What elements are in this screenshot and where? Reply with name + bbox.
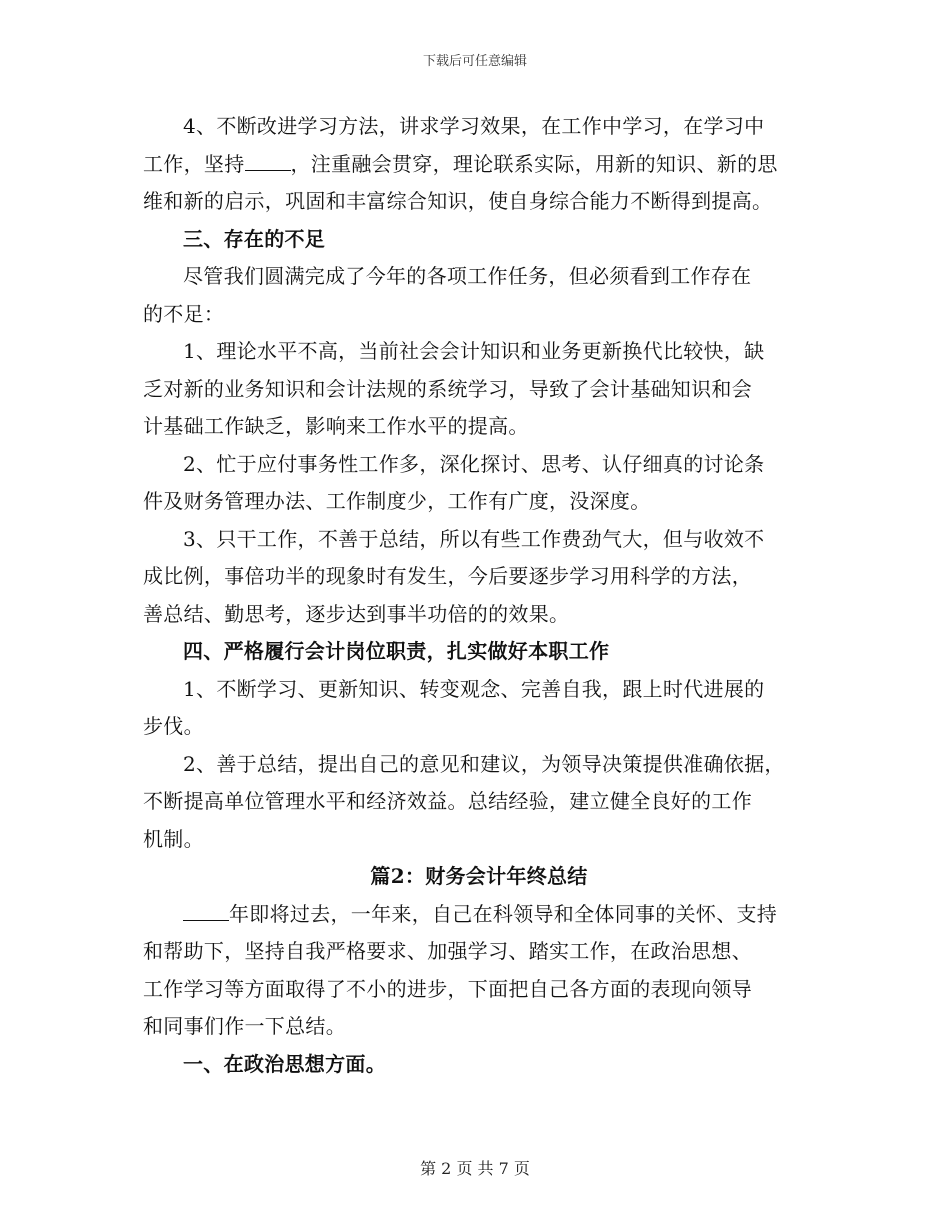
text-line: 步伐。	[143, 714, 204, 738]
text-fragment: 年即将过去，一年来，自己在科领导和全体同事的关怀、支持	[229, 901, 778, 926]
text-line: 2、善于总结，提出自己的意见和建议，为领导决策提供准确依据，	[183, 751, 785, 776]
section-heading-shortcomings: 三、存在的不足	[183, 226, 326, 251]
section-heading-duties: 四、严格履行会计岗位职责，扎实做好本职工作	[183, 639, 610, 663]
text-line: 不断提高单位管理水平和经济效益。总结经验，建立健全良好的工作	[143, 789, 752, 813]
blank-underline	[245, 154, 291, 171]
text-line: 和帮助下，坚持自我严格要求、加强学习、踏实工作，在政治思想、	[143, 939, 752, 963]
text-line: 维和新的启示，巩固和丰富综合知识，使自身综合能力不断得到提高。	[143, 189, 773, 213]
text-line: 3、只干工作，不善于总结，所以有些工作费劲气大，但与收效不	[183, 526, 765, 551]
paragraph-duty-1	[143, 671, 815, 746]
text-line: 机制。	[143, 826, 204, 851]
paragraph-year-intro	[143, 896, 815, 1046]
document-body	[143, 108, 815, 1083]
text-line: 工作学习等方面取得了不小的进步，下面把自己各方面的表现向领导	[143, 976, 752, 1001]
header-note: 下载后可任意编辑	[422, 54, 527, 69]
article-title: 篇2：财务会计年终总结	[370, 864, 588, 888]
text-line: 件及财务管理办法、工作制度少，工作有广度，没深度。	[143, 489, 651, 513]
paragraph-study-methods	[143, 108, 815, 221]
text-line	[143, 146, 815, 184]
text-fragment: ，注重融会贯穿，理论联系实际，用新的知识、新的思	[290, 151, 778, 176]
paragraph-shortcomings-intro	[143, 258, 815, 333]
text-line: 的不足：	[143, 301, 225, 326]
text-line: 和同事们作一下总结。	[143, 1014, 346, 1038]
section-heading-political: 一、在政治思想方面。	[183, 1051, 386, 1076]
text-line: 善总结、勤思考，逐步达到事半功倍的的效果。	[143, 601, 570, 626]
text-fragment: 工作，坚持	[143, 151, 245, 176]
paragraph-duty-2	[143, 746, 815, 859]
text-line: 4、不断改进学习方法，讲求学习效果，在工作中学习，在学习中	[183, 114, 765, 138]
text-line: 成比例，事倍功半的现象时有发生，今后要逐步学习用科学的方法，	[143, 564, 752, 588]
paragraph-shortcoming-3	[143, 521, 815, 634]
text-line	[143, 896, 815, 934]
paragraph-shortcoming-2	[143, 446, 815, 521]
text-line: 计基础工作缺乏，影响来工作水平的提高。	[143, 414, 529, 438]
text-line: 2、忙于应付事务性工作多，深化探讨、思考、认仔细真的讨论条	[183, 451, 765, 476]
text-line: 1、理论水平不高，当前社会会计知识和业务更新换代比较快，缺	[183, 339, 765, 363]
text-line: 乏对新的业务知识和会计法规的系统学习，导致了会计基础知识和会	[143, 376, 752, 401]
text-line: 1、不断学习、更新知识、转变观念、完善自我，跟上时代进展的	[183, 676, 765, 701]
text-line: 尽管我们圆满完成了今年的各项工作任务，但必须看到工作存在	[183, 264, 752, 288]
paragraph-shortcoming-1	[143, 333, 815, 446]
page-footer: 第 2 页 共 7 页	[420, 1159, 530, 1178]
blank-underline	[183, 904, 229, 921]
